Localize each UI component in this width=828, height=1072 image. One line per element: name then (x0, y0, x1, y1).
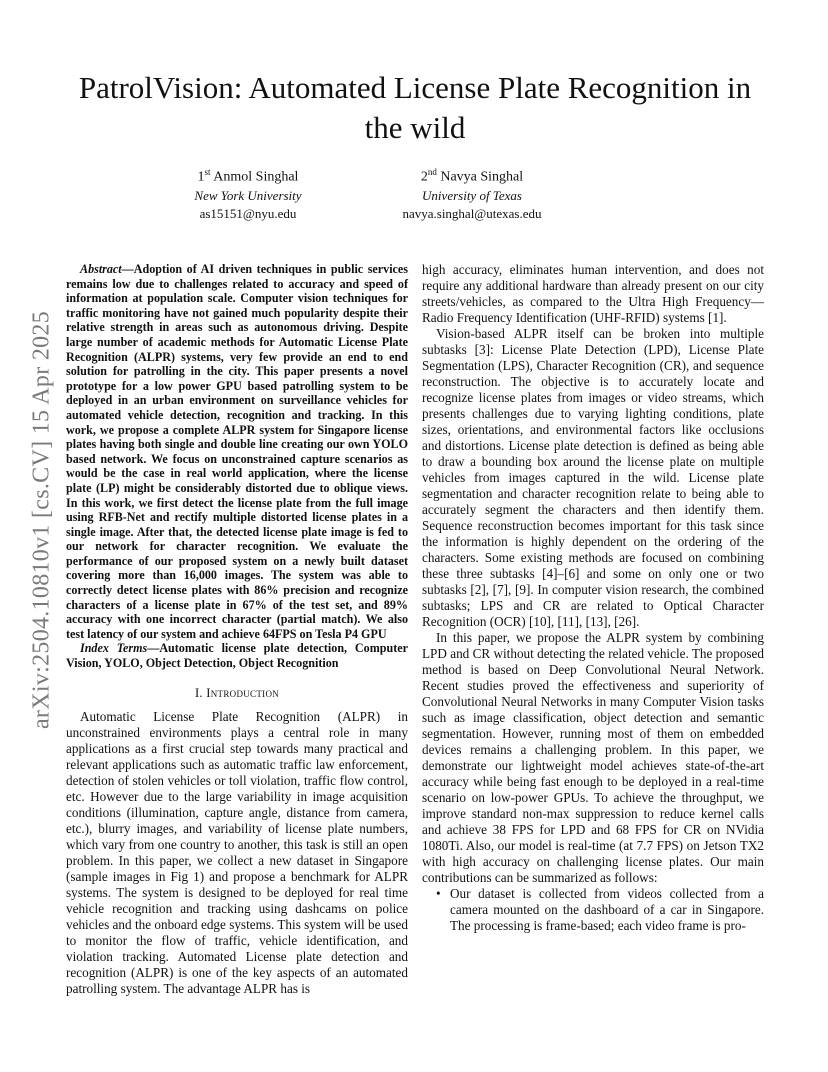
author-2-affiliation: University of Texas (422, 187, 522, 203)
author-1-email: as15151@nyu.edu (199, 205, 297, 221)
section-title: Introduction (206, 685, 280, 700)
abstract-label: Abstract (80, 262, 122, 276)
arxiv-watermark (22, 280, 62, 760)
arxiv-id: arXiv:2504.10810v1 [cs.CV] 15 Apr 2025 (28, 310, 55, 730)
section-number: I. (194, 685, 203, 700)
abstract-text: —Adoption of AI driven techniques in public services remains low due to challenges related to accuracy and speed of information at population scale. Computer vision techniques for traffic monitoring have not gained much popularity despite their relative strength in areas such as autonomous driving. Despite large number of academic methods for Automatic License Plate Recognition (ALPR) systems, very few provide an end to end solution for patrolling in the city. This paper presents a novel prototype for a low power GPU based patrolling system to be deployed in an urban environment on surveillance vehicles for automated vehicle detection, recognition and tracking. In this work, we propose a complete ALPR system for Singapore license plates having both single and double line creating our own YOLO based network. We focus on unconstrained capture scenarios as would be the case in real world application, where the license plate (LP) might be considerably distorted due to oblique views. In this work, we first detect the license plate from the full image using RFB-Net and rectify multiple distorted license plates in a single image. After that, the detected license plate image is fed to our network for character recognition. We evaluate the performance of our proposed system on a newly built dataset covering more than 16,000 images. The system was able to correctly detect license plates with 86% precision and recognize characters of a license plate in 67% of the test set, and 89% accuracy with one incorrect character (partial match). We also test latency of our system and achieve 64FPS on Tesla P4 GPU (66, 262, 408, 641)
right-column (422, 262, 764, 934)
paper-title: PatrolVision: Automated License Plate Recognition in the wild (78, 70, 752, 145)
author-1-name-line (128, 163, 368, 187)
section-heading-introduction (66, 685, 408, 701)
contribution-list (422, 886, 764, 934)
right-paragraph-1: high accuracy, eliminates human intervention, and does not require any additional hardware than already present on our city streets/vehicles, as compared to the Ultra High Frequency—Radio Frequency Identification (UHF-RFID) systems [1]. (422, 262, 764, 325)
abstract (66, 262, 408, 641)
author-2-ordinal: 2 (420, 169, 428, 185)
author-2-ordinal-suffix: nd (427, 167, 437, 177)
index-terms-label: Index Terms (80, 641, 148, 656)
left-column (66, 262, 408, 997)
right-paragraph-2: Vision-based ALPR itself can be broken into multiple subtasks [3]: License Plate Detection (LPD), License Plate Segmentation (LPS), Character Recognition (CR), and sequence reconstruction. The objective is to accurately locate and recognize license plates from images or video streams, which presents challenges due to varying lighting conditions, plate sizes, orientations, and environmental factors like occlusions and distortions. License plate detection is defined as being able to draw a bounding box around the license plate on multiple vehicles from images captured in the wild. License plate segmentation and character recognition relate to being able to accurately segment the characters and then identify them. Sequence reconstruction becomes important for this task since the information is highly dependent on the ordering of the characters. Some existing methods are focused on combining these three subtasks [4]–[6] and some on only one or two subtasks [2], [7], [9]. In computer vision research, the combined subtasks; LPS and CR are related to Optical Character Recognition (OCR) [10], [11], [13], [26]. (422, 326, 764, 629)
author-block-2 (352, 163, 592, 223)
author-1-ordinal: 1 (197, 169, 205, 185)
author-1-name: Anmol Singhal (213, 169, 299, 185)
author-2-name-line (352, 163, 592, 187)
index-terms (66, 641, 408, 670)
contribution-item: • Our dataset is collected from videos collected from a camera mounted on the dashboard of a car in Singapore. The processing is frame-based; each video frame is pro- (450, 886, 764, 934)
author-1-ordinal-suffix: st (204, 167, 211, 177)
author-1-affiliation: New York University (194, 187, 302, 203)
intro-paragraph-1: Automatic License Plate Recognition (ALPR) in unconstrained environments plays a central role in many applications as a first crucial step towards many practical and relevant applications such as automatic traffic law enforcement, detection of stolen vehicles or toll violation, traffic flow control, etc. However due to the large variability in image acquisition conditions (illumination, capture angle, distance from camera, etc.), blurry images, and variability of license plate numbers, which vary from one country to another, this task is still an open problem. In this paper, we collect a new dataset in Singapore (sample images in Fig 1) and propose a benchmark for ALPR systems. The system is designed to be deployed for real time vehicle recognition and tracking using dashcams on police vehicles and the onboard edge systems. This system will be used to monitor the flow of traffic, vehicle identification, and violation tracking. Automated License plate detection and recognition (ALPR) is one of the key aspects of an automated patrolling system. The advantage ALPR has is (66, 708, 408, 996)
author-2-email: navya.singhal@utexas.edu (402, 205, 542, 221)
right-paragraph-3: In this paper, we propose the ALPR system by combining LPD and CR without detecting the related vehicle. The proposed method is based on Deep Convolutional Neural Network. Recent studies proved the effectiveness and superiority of Convolutional Neural Networks in many Computer Vision tasks such as image classification, object detection and semantic segmentation. However, running most of them on embedded devices remains a challenging problem. In this paper, we demonstrate our lightweight model achieves state-of-the-art accuracy while being fast enough to be deployed in a real-time scenario on low-power GPUs. To achieve the throughput, we improve standard non-max suppression to reduce kernel calls and achieve 38 FPS for LPD and 68 FPS for CR on NVidia 1080Ti. Also, our model is real-time (at 7.7 FPS) on Jetson TX2 with high accuracy on challenging license plates. Our main contributions can be summarized as follows: (422, 630, 764, 885)
author-block-1 (128, 163, 368, 223)
author-2-name: Navya Singhal (440, 169, 524, 185)
index-terms-text: —Automatic license plate detection, Computer Vision, YOLO, Object Detection, Object Recognition (66, 641, 408, 671)
